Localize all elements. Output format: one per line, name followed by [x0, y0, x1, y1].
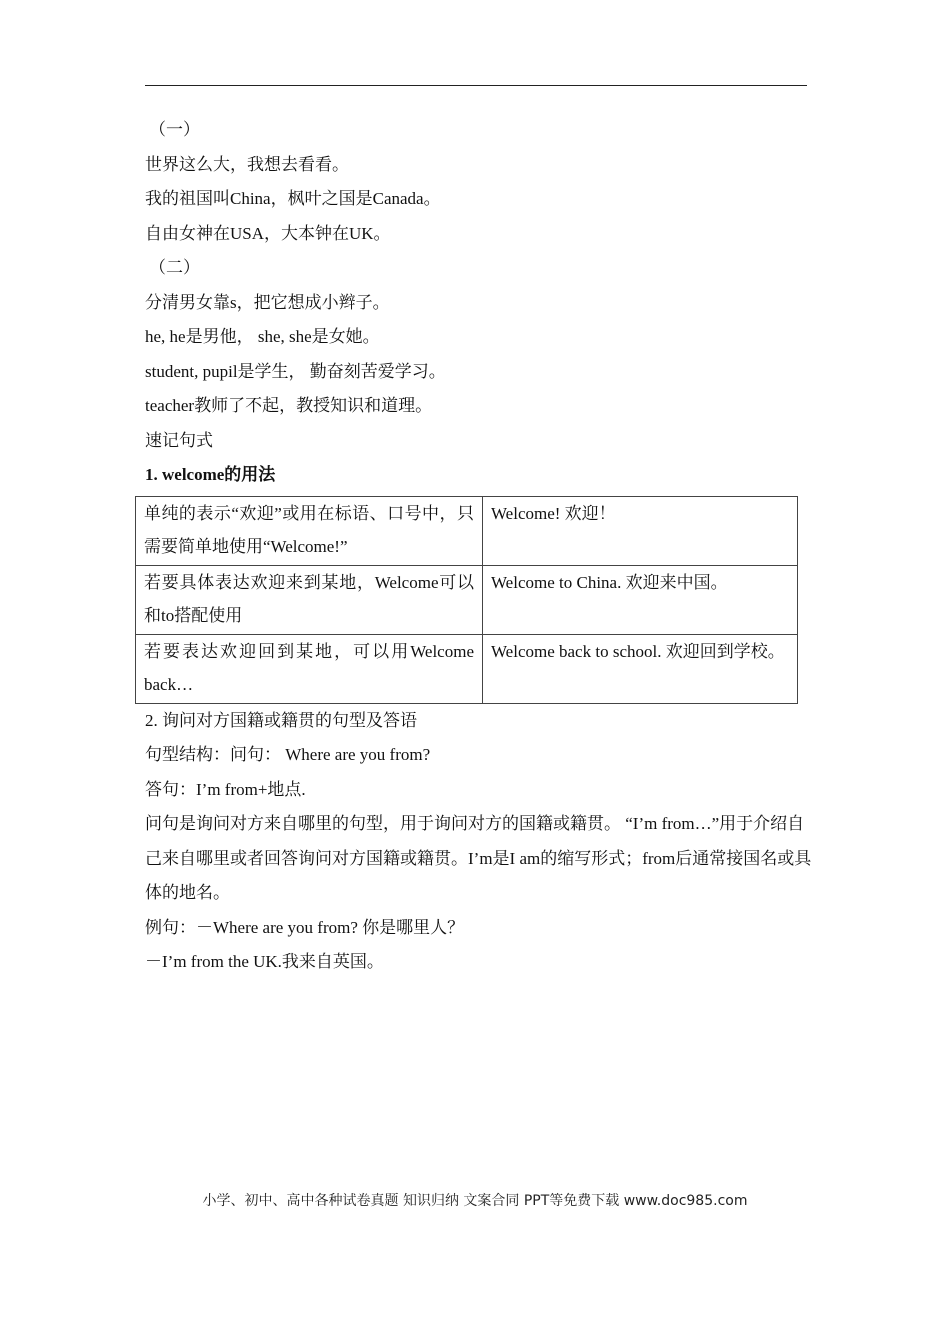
- rhyme-line: 世界这么大，我想去看看。: [145, 154, 349, 174]
- explanation-paragraph: 问句是询问对方来自哪里的句型，用于询问对方的国籍或籍贯。 “I’m from…”用于介绍自己来自哪里或者回答询问对方国籍或籍贯。I’m是I am的缩写形式；from后通常接国名或具体的地名。: [145, 814, 812, 902]
- table-row: [136, 634, 798, 703]
- rhyme-line: teacher教师了不起，教授知识和道理。: [145, 396, 433, 415]
- table-cell-example: Welcome! 欢迎！: [483, 496, 798, 565]
- table-cell-usage: 单纯的表示“欢迎”或用在标语、口号中，只需要简单地使用“Welcome!”: [136, 496, 483, 565]
- point-1-title: 1. welcome的用法: [145, 465, 276, 484]
- example-answer: －I’m from the UK.我来自英国。: [145, 952, 384, 971]
- table-cell-usage: 若要表达欢迎回到某地，可以用Welcome back…: [136, 634, 483, 703]
- structure-answer: 答句：I’m from+地点.: [145, 779, 306, 799]
- sentence-heading: 速记句式: [145, 430, 213, 450]
- table-cell-example: Welcome back to school. 欢迎回到学校。: [483, 634, 798, 703]
- rhyme-line: he, he是男他， she, she是女她。: [145, 327, 380, 346]
- header-rule: [145, 85, 807, 86]
- rhyme-line: student, pupil是学生， 勤奋刻苦爱学习。: [145, 361, 446, 381]
- page-footer: 小学、初中、高中各种试卷真题 知识归纳 文案合同 PPT等免费下载 www.doc985.com: [202, 1193, 748, 1209]
- table-row: [136, 565, 798, 634]
- rhyme-line: 我的祖国叫China，枫叶之国是Canada。: [145, 189, 441, 208]
- table-cell-example: Welcome to China. 欢迎来中国。: [483, 565, 798, 634]
- section-heading-1: （一）: [149, 120, 200, 139]
- table-row: [136, 496, 798, 565]
- example-question: 例句：－Where are you from? 你是哪里人？: [145, 917, 465, 937]
- welcome-usage-table: [135, 496, 798, 704]
- table-cell-usage: 若要具体表达欢迎来到某地，Welcome可以和to搭配使用: [136, 565, 483, 634]
- structure-question: 句型结构：问句： Where are you from?: [145, 745, 431, 764]
- document-body: [145, 113, 825, 980]
- section-heading-2: （二）: [149, 258, 200, 277]
- point-2-title: 2. 询问对方国籍或籍贯的句型及答语: [145, 710, 417, 730]
- rhyme-line: 分清男女靠s，把它想成小辫子。: [145, 292, 390, 312]
- rhyme-line: 自由女神在USA，大本钟在UK。: [145, 223, 391, 243]
